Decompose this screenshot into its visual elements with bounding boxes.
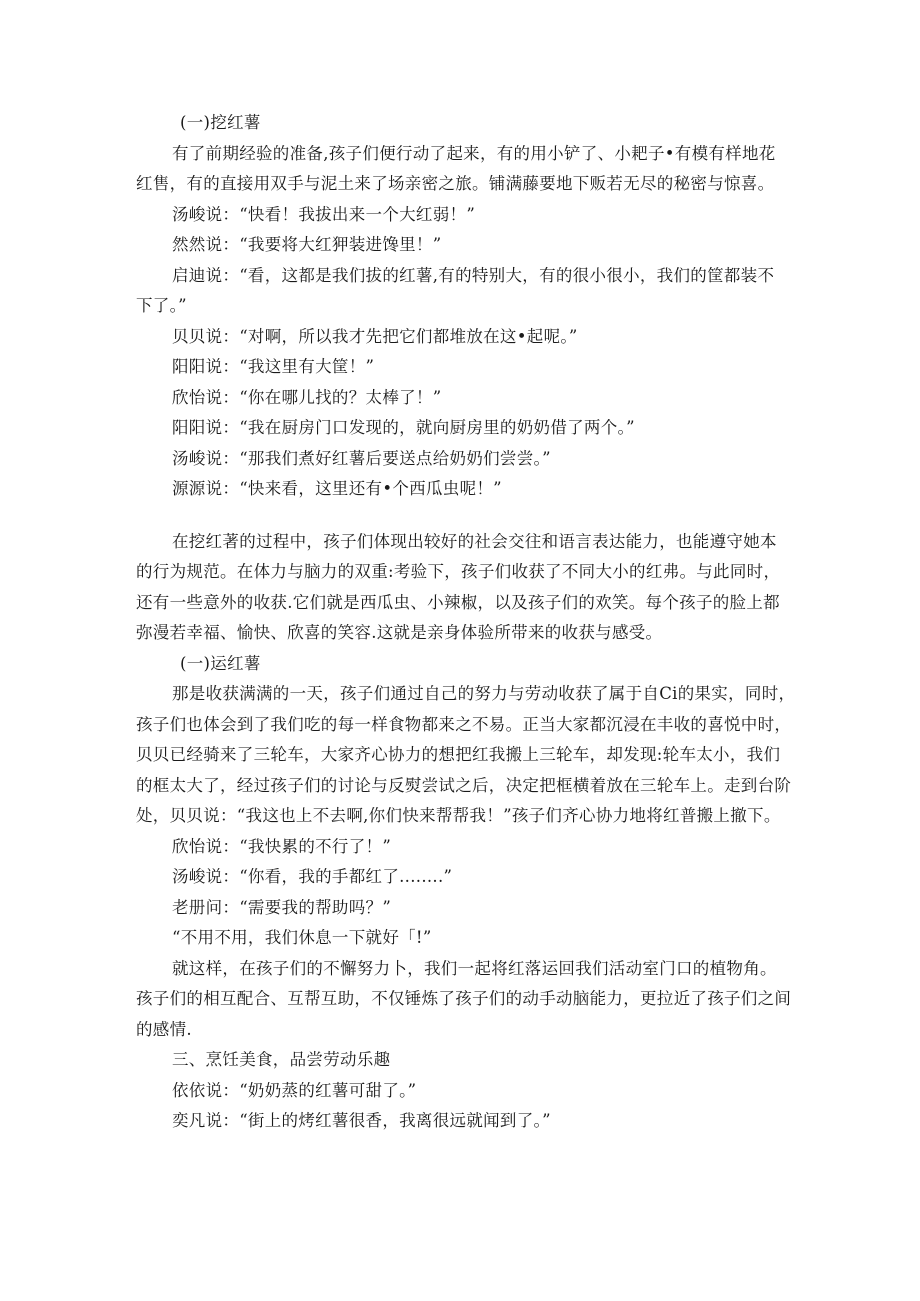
dialogue-line: 依依说：“奶奶蒸的红薯可甜了。” — [172, 1080, 417, 1100]
paragraph-gap — [136, 505, 801, 527]
paragraph-line: 的感情. — [136, 1019, 192, 1039]
paragraph-line: 还有一些意外的收获.它们就是西瓜虫、小辣椒，以及孩子们的欢笑。每个孩子的脸上都 — [136, 592, 780, 612]
dialogue-line: 汤峻说：“你看，我的手都红了........” — [172, 867, 453, 886]
document-body — [136, 108, 801, 1137]
paragraph-line: 孩子们的相互配合、互帮互助，不仅锤炼了孩子们的动手动脑能力，更拉近了孩子们之间 — [136, 989, 792, 1008]
paragraph-line: 就这样，在孩子们的不懈努力卜，我们一起将红落运回我们活动室门口的植物角。 — [172, 958, 777, 978]
paragraph-line: 有了前期经验的准备,孩子们便行动了起来，有的用小铲了、小耙子•有模有样地花 — [172, 143, 776, 163]
paragraph-line: 处，贝贝说：“我这也上不去啊,你们快来帮帮我！”孩子们齐心协力地将红普搬上撤下。 — [136, 806, 781, 825]
dialogue-line: 欣怡说：“我快累的不行了！” — [172, 836, 392, 856]
section-heading: (一)挖红薯 — [180, 113, 261, 132]
dialogue-line: 汤峻说：“那我们煮好红薯后要送点给奶奶们尝尝。” — [172, 448, 551, 468]
paragraph-line: 弥漫若幸福、愉快、欣喜的笑容.这就是亲身体验所带来的收获与感受。 — [136, 623, 663, 642]
section-heading: (一)运红薯 — [180, 653, 261, 673]
dialogue-line: 奕凡说：“街上的烤红薯很香，我离很远就闻到了。” — [172, 1111, 551, 1130]
dialogue-line: 老册问：“需要我的帮助吗？” — [172, 897, 392, 917]
dialogue-line: 阳阳说：“我这里有大筐！” — [172, 357, 375, 376]
paragraph-line: 红售，有的直接用双手与泥土来了场亲密之旅。铺满藤要地下贩若无尽的秘密与惊喜。 — [136, 174, 775, 193]
dialogue-line: “不用不用，我们休息一下就好「!” — [172, 928, 432, 947]
dialogue-line: 贝贝说：“对啊，所以我才先把它们都堆放在这•起呢。” — [172, 326, 578, 346]
paragraph-line: 孩子们也体会到了我们吃的每一样食物都来之不易。正当大家都沉浸在丰收的喜悦中时， — [136, 714, 792, 734]
dialogue-line: 启迪说：“看，这都是我们拔的红薯,有的特别大，有的很小很小，我们的筐都装不 — [172, 265, 775, 285]
dialogue-line: 然然说：“我要将大红狎装进馋里！” — [172, 235, 442, 254]
paragraph-line: 贝贝已经骑来了三轮车，大家齐心协力的想把红我搬上三轮车，却发现:轮车太小，我们 — [136, 745, 781, 764]
dialogue-line: 源源说：“快来看，这里还有•个西瓜虫呢！” — [172, 479, 502, 498]
dialogue-line: 下了。” — [136, 296, 187, 315]
section-heading: 三、烹饪美食，品尝劳动乐趣 — [172, 1050, 391, 1069]
paragraph-line: 在挖红著的过程中，孩子们体现出较好的社会交往和语言表达能力，也能遵守她本 — [172, 531, 777, 551]
dialogue-line: 阳阳说：“我在厨房门口发现的，就向厨房里的奶奶借了两个。” — [172, 418, 635, 437]
paragraph-line: 那是收获满满的一天，孩子们通过自己的努力与劳动收获了属于自Ci的果实，同时， — [172, 684, 796, 703]
dialogue-line: 汤峻说：“快看！我拔出来一个大红弱！” — [172, 204, 476, 224]
paragraph-line: 的行为规范。在体力与脑力的双重:考验下，孩子们收获了不同大小的红弗。与此同时， — [136, 562, 781, 581]
paragraph-line: 的框太大了，经过孩子们的讨论与反熨尝试之后，决定把框横着放在三轮车上。走到台阶 — [136, 775, 792, 795]
dialogue-line: 欣怡说：“你在哪儿找的？太棒了！” — [172, 387, 442, 407]
